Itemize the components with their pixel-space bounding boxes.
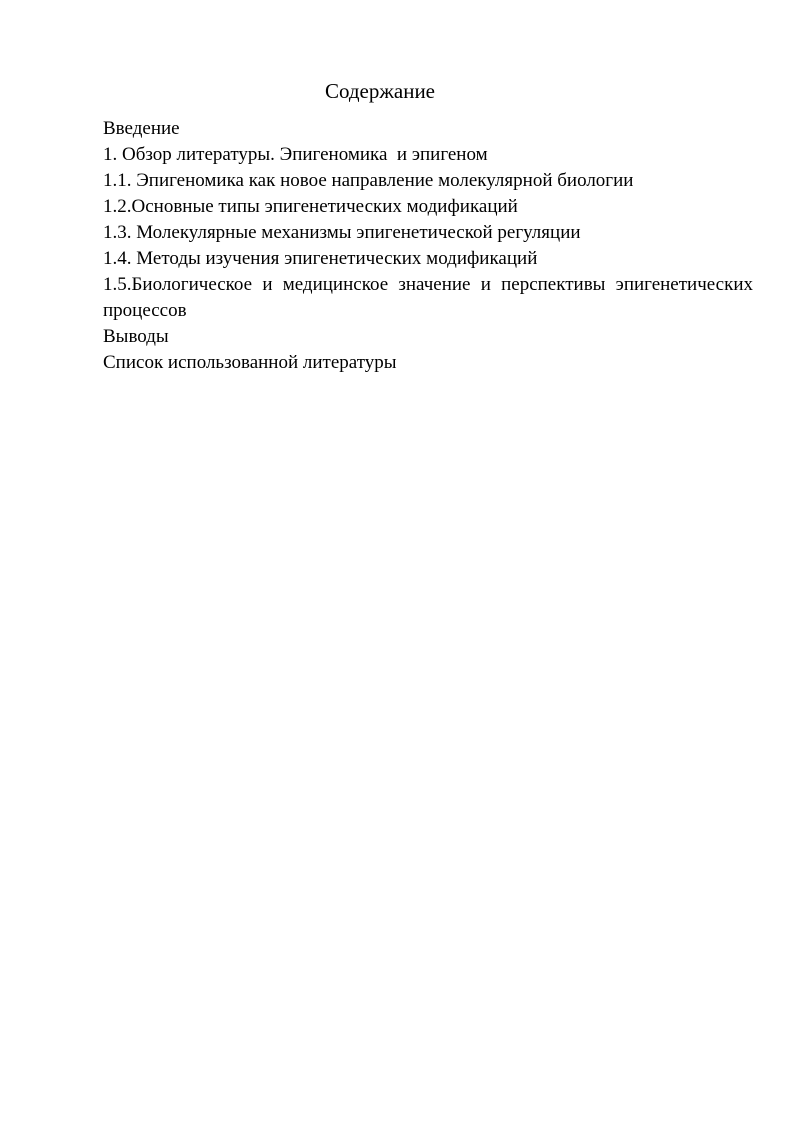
toc-entry-conclusions: Выводы bbox=[103, 326, 169, 347]
toc-entry-regulation-mechanisms: 1.3. Молекулярные механизмы эпигенетической регуляции bbox=[103, 222, 581, 243]
toc-entry-epigenomics-new-direction: 1.1. Эпигеномика как новое направление молекулярной биологии bbox=[103, 170, 634, 191]
toc-entry-literature-review: 1. Обзор литературы. Эпигеномика и эпигеном bbox=[103, 144, 488, 165]
toc-entry-significance-and-prospects: 1.5.Биологическое и медицинское значение и перспективы эпигенетических процессов bbox=[103, 274, 753, 321]
toc-entry-references: Список использованной литературы bbox=[103, 352, 397, 373]
toc-entry-introduction: Введение bbox=[103, 118, 180, 139]
table-of-contents bbox=[103, 116, 753, 376]
toc-entry-study-methods: 1.4. Методы изучения эпигенетических модификаций bbox=[103, 248, 538, 269]
page-title: Содержание bbox=[324, 79, 436, 103]
toc-entry-modification-types: 1.2.Основные типы эпигенетических модификаций bbox=[103, 196, 518, 217]
